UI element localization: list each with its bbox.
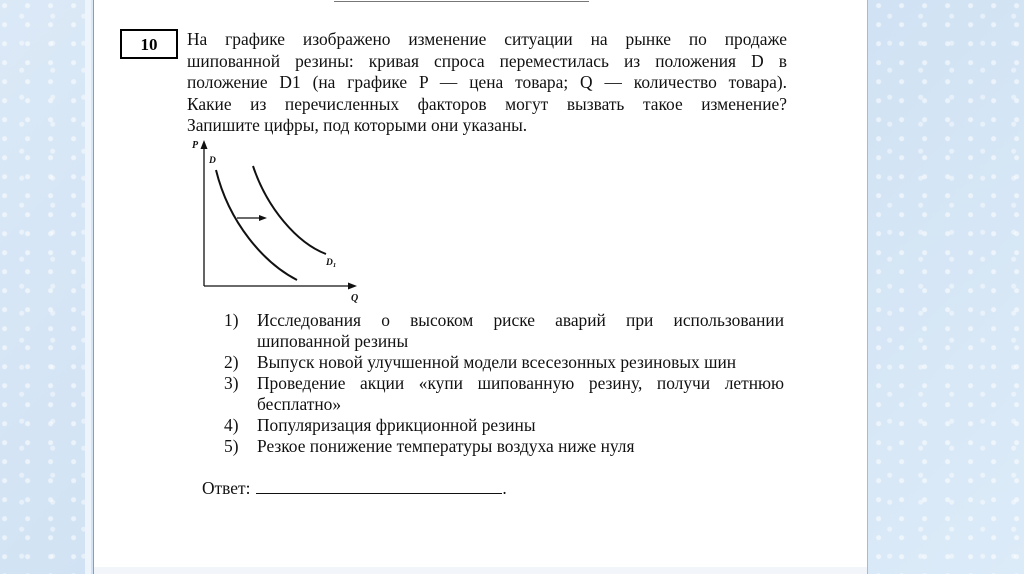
- task-line: шипованной резины: кривая спроса переместилась из положения D в: [187, 50, 787, 71]
- option-number: 2): [224, 352, 239, 372]
- option-number: 1): [224, 310, 239, 330]
- demand-curve-d: [216, 170, 297, 280]
- option-number: 5): [224, 436, 239, 456]
- options-list: [224, 310, 784, 457]
- y-axis-arrowhead: [201, 140, 208, 149]
- option-item: [224, 352, 784, 373]
- curve-label-d: D: [209, 156, 216, 166]
- option-item: [224, 415, 784, 436]
- demand-graph: [189, 138, 369, 308]
- option-number: 3): [224, 373, 239, 393]
- y-axis-label: P: [192, 140, 199, 151]
- task-line: Какие из перечисленных факторов могут вызвать такое изменение?: [187, 93, 787, 114]
- option-text: Исследования о высоком риске аварий при использовании: [257, 310, 784, 330]
- demand-curve-d1: [253, 166, 326, 254]
- answer-label: Ответ:: [202, 478, 251, 498]
- task-line: Запишите цифры, под которыми они указаны.: [187, 115, 528, 136]
- answer-line: [202, 477, 507, 499]
- answer-blank[interactable]: [256, 477, 502, 494]
- curve-label-d1-subscript: 1: [332, 262, 337, 269]
- option-item: [224, 373, 784, 415]
- answer-suffix: .: [502, 478, 507, 498]
- curve-label-d1: [325, 258, 336, 269]
- task-line: положение D1 (на графике P — цена товара; Q — количество товара).: [187, 72, 787, 93]
- option-number: 4): [224, 415, 239, 435]
- x-axis-label: Q: [351, 293, 359, 304]
- option-text: Выпуск новой улучшенной модели всесезонных резиновых шин: [257, 352, 737, 372]
- option-item: [224, 310, 784, 352]
- x-axis-arrowhead: [348, 283, 357, 290]
- option-text: Проведение акции «купи шипованную резину, получи летнюю: [257, 373, 784, 393]
- task-number: 10: [120, 29, 178, 59]
- bottom-strip: [94, 567, 867, 574]
- option-text: Резкое понижение температуры воздуха ниже нуля: [257, 436, 635, 456]
- option-text: Популяризация фрикционной резины: [257, 415, 536, 435]
- task-text: [187, 29, 787, 137]
- task-line: На графике изображено изменение ситуации на рынке по продаже: [187, 29, 787, 49]
- option-text: шипованной резины: [257, 331, 409, 351]
- shift-arrow-head: [259, 215, 267, 221]
- curve-label-d1-text: D: [326, 258, 333, 268]
- option-item: [224, 436, 784, 457]
- top-rule: [334, 1, 589, 2]
- background-strip: [85, 0, 91, 574]
- document-page: [93, 0, 868, 574]
- option-text: бесплатно»: [257, 394, 342, 414]
